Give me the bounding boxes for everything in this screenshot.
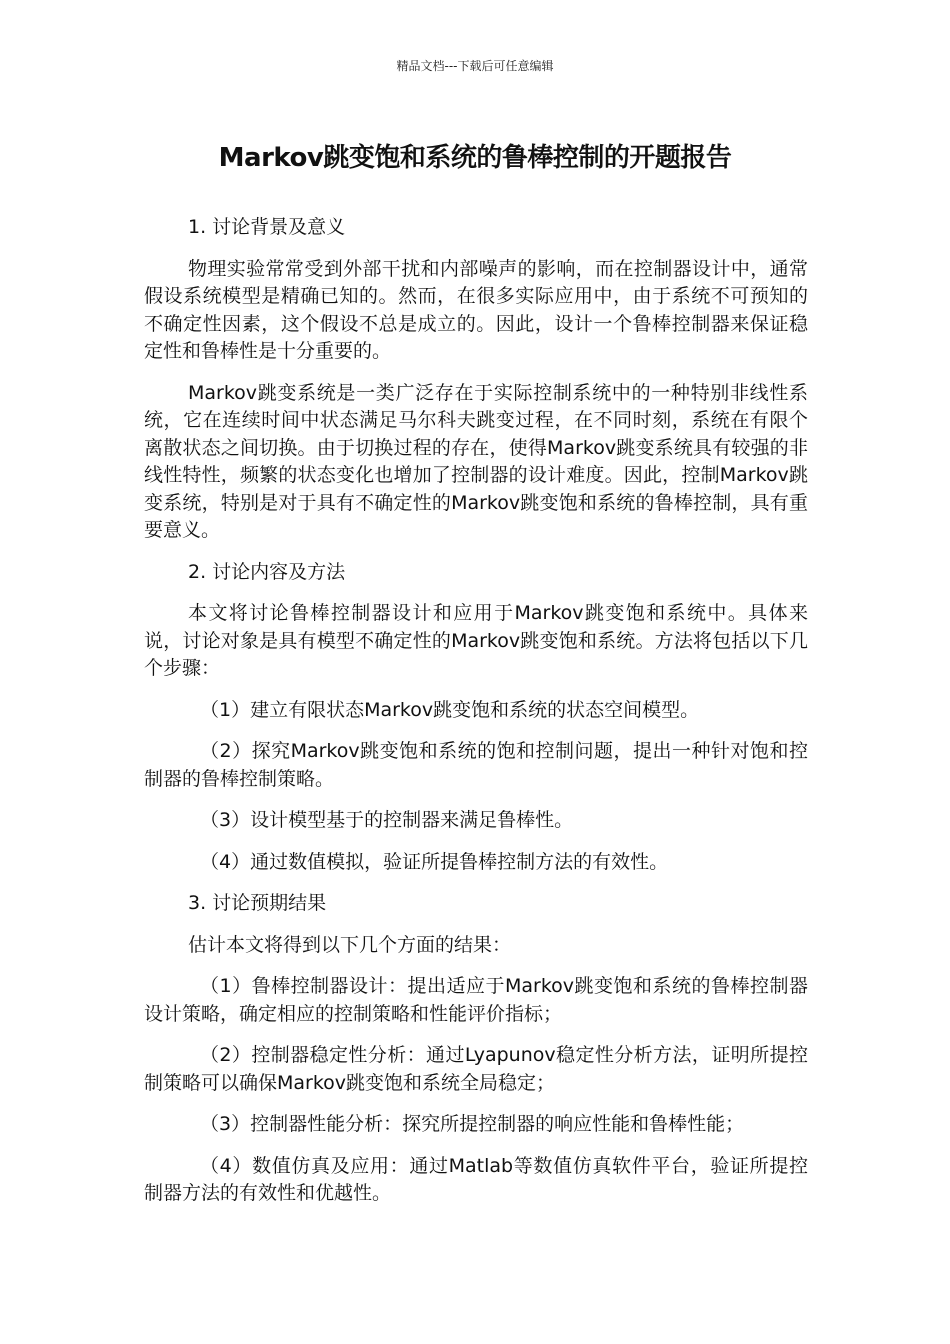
section-heading-1: 1. 讨论背景及意义 [188,216,346,238]
result-item-2: （2）控制器稳定性分析：通过Lyapunov稳定性分析方法，证明所提控制策略可以确保Markov跳变饱和系统全局稳定； [144,1044,808,1094]
section-heading-3: 3. 讨论预期结果 [188,892,327,914]
method-step-2: （2）探究Markov跳变饱和系统的饱和控制问题，提出一种针对饱和控制器的鲁棒控制策略。 [144,740,808,790]
result-item-4: （4）数值仿真及应用：通过Matlab等数值仿真软件平台，验证所提控制器方法的有效性和优越性。 [144,1154,808,1204]
paragraph-background: 物理实验常常受到外部干扰和内部噪声的影响，而在控制器设计中，通常假设系统模型是精确已知的。然而，在很多实际应用中，由于系统不可预知的不确定性因素，这个假设不总是成立的。因此，设计一个鲁棒控制器来保证稳定性和鲁棒性是十分重要的。 [144,257,808,362]
section-heading-2: 2. 讨论内容及方法 [188,560,346,583]
result-item-3: （3）控制器性能分析：探究所提控制器的响应性能和鲁棒性能； [200,1113,745,1135]
page-header: 精品文档---下载后可任意编辑 [396,59,554,73]
method-step-3: （3）设计模型基于的控制器来满足鲁棒性。 [200,809,574,831]
paragraph-method-intro: 本文将讨论鲁棒控制器设计和应用于Markov跳变饱和系统中。具体来说，讨论对象是具有模型不确定性的Markov跳变饱和系统。方法将包括以下几个步骤： [144,602,808,679]
document-body [144,214,808,1222]
document-title: Markov跳变饱和系统的鲁棒控制的开题报告 [218,143,732,173]
result-item-1: （1）鲁棒控制器设计：提出适应于Markov跳变饱和系统的鲁棒控制器设计策略，确定相应的控制策略和性能评价指标； [144,975,808,1025]
method-step-1: （1）建立有限状态Markov跳变饱和系统的状态空间模型。 [200,698,700,721]
paragraph-results-intro: 估计本文将得到以下几个方面的结果： [188,933,512,956]
method-step-4: （4）通过数值模拟，验证所提鲁棒控制方法的有效性。 [200,850,669,873]
paragraph-markov-intro: Markov跳变系统是一类广泛存在于实际控制系统中的一种特别非线性系统，它在连续时间中状态满足马尔科夫跳变过程，在不同时刻，系统在有限个离散状态之间切换。由于切换过程的存在，使得Markov跳变系统具有较强的非线性特性，频繁的状态变化也增加了控制器的设计难度。因此，控制Markov跳变系统，特别是对于具有不确定性的Markov跳变饱和系统的鲁棒控制，具有重要意义。 [144,381,808,541]
